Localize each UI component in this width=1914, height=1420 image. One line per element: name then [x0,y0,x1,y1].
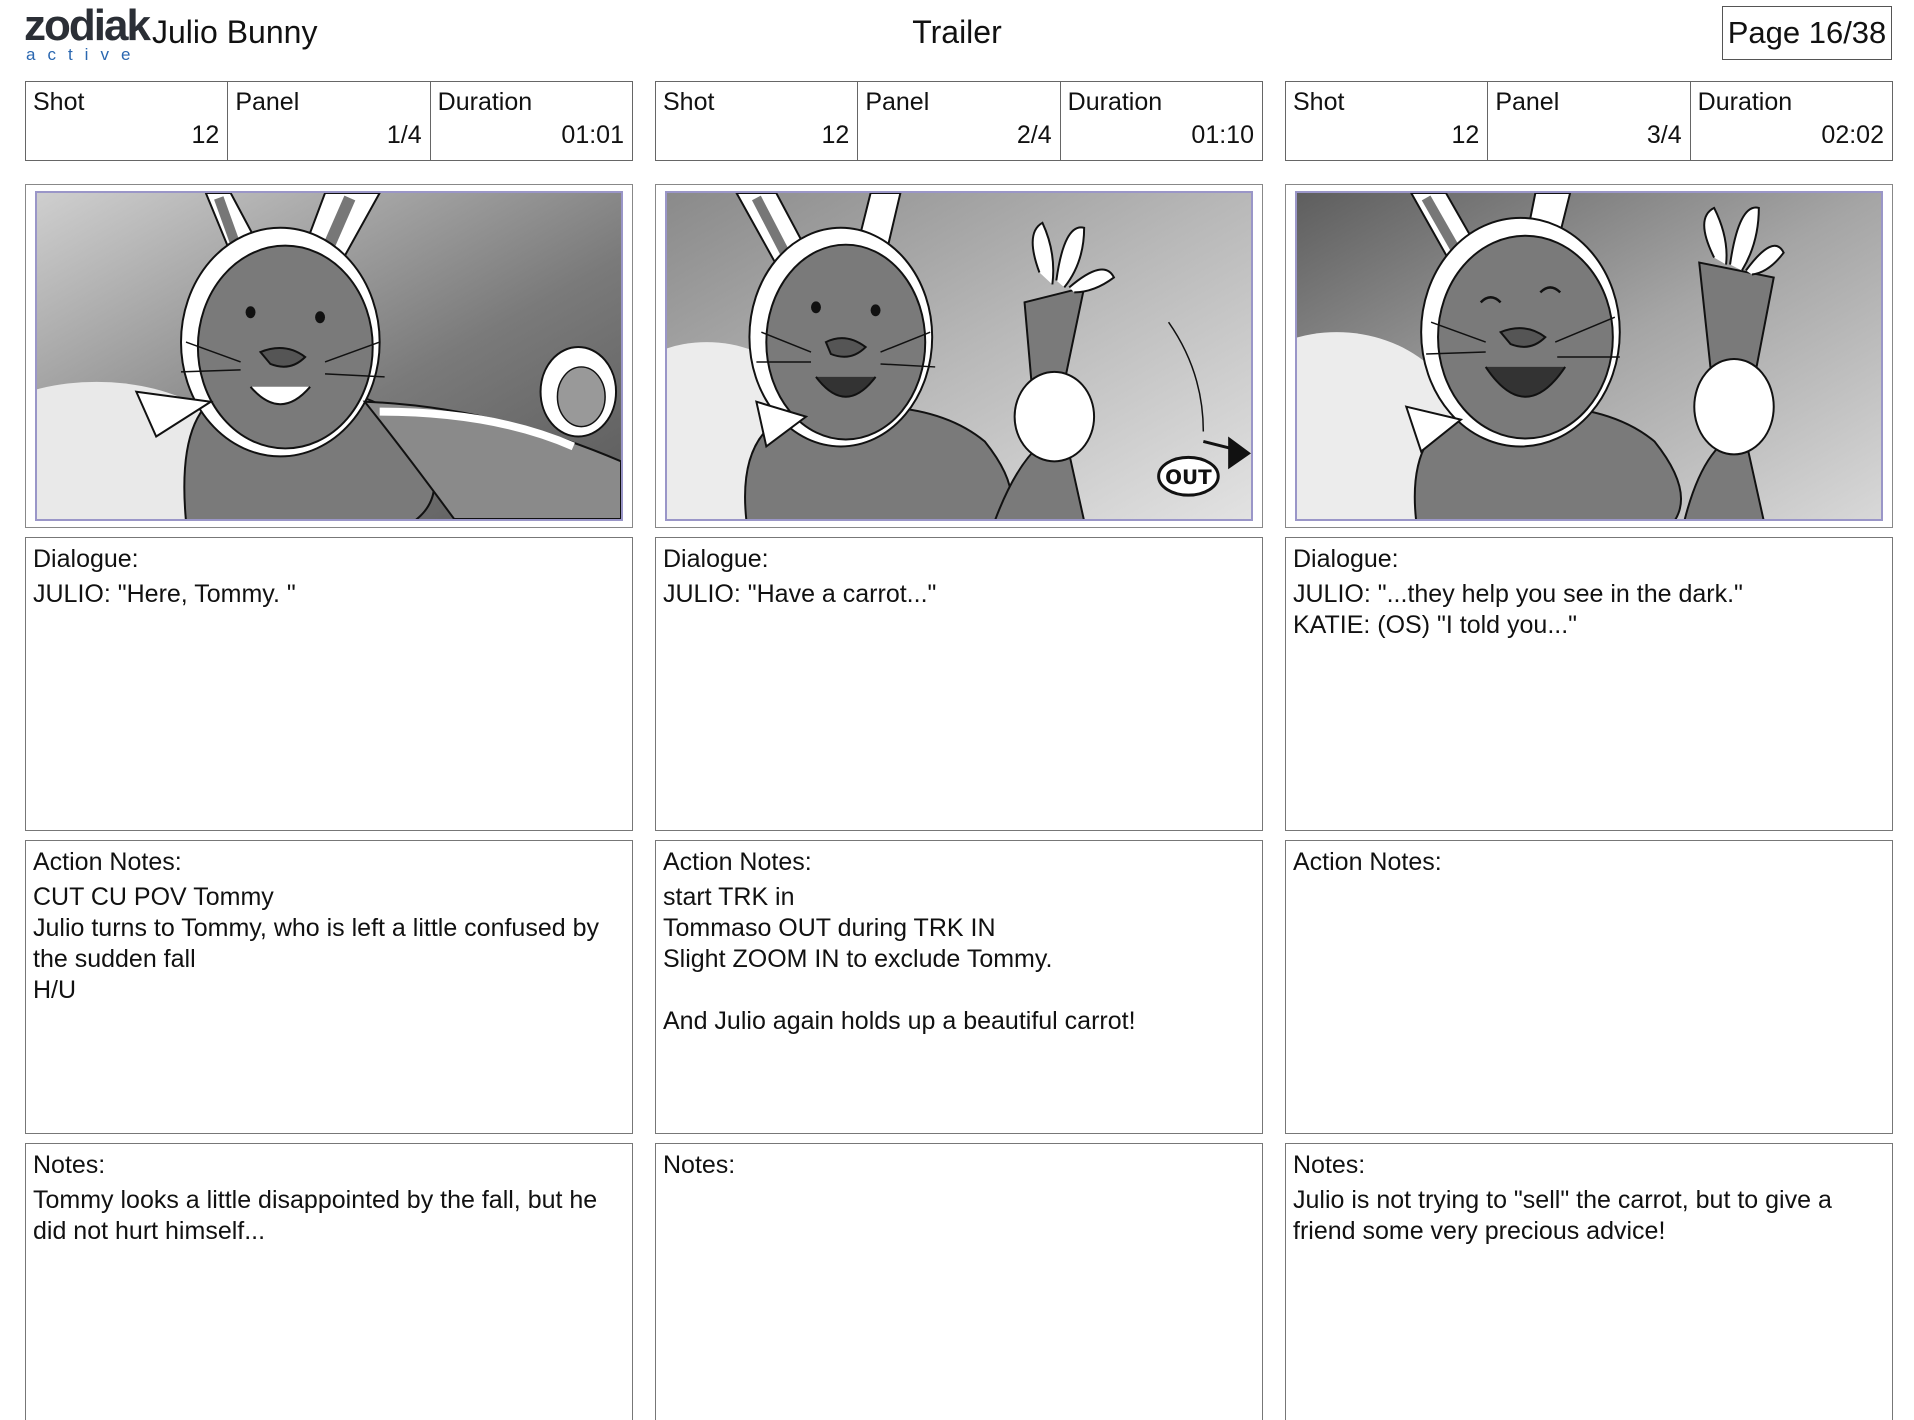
panel-meta [25,81,633,161]
shot-cell [26,82,228,160]
duration-cell [1691,82,1892,160]
shot-value: 12 [191,121,220,149]
shot-label: Shot [663,88,715,116]
bunny-sketch-1 [37,193,621,519]
action-line: Slight ZOOM IN to exclude Tommy. [663,945,1053,973]
dialogue-label: Dialogue: [663,545,769,573]
shot-value: 12 [1451,121,1480,149]
shot-label: Shot [1293,88,1345,116]
out-label: OUT [1165,466,1212,490]
dialogue-box [1285,537,1893,831]
action-notes-box [1285,840,1893,1134]
panel-meta [1285,81,1893,161]
shot-label: Shot [33,88,85,116]
logo-subtitle: active [26,45,143,64]
panel-meta [655,81,1263,161]
dialogue-line: JULIO: "...they help you see in the dark." [1293,580,1743,608]
duration-label: Duration [1697,88,1793,116]
panel-value: 2/4 [1016,121,1052,149]
dialogue-box [25,537,633,831]
action-line: start TRK in [663,883,795,911]
panel-column-2 [655,81,1263,1420]
notes-box [655,1143,1263,1420]
action-line: And Julio again holds up a beautiful carrot! [663,1007,1136,1035]
duration-value: 02:02 [1821,121,1884,149]
action-notes-label: Action Notes: [33,848,182,876]
duration-value: 01:10 [1191,121,1254,149]
duration-value: 01:01 [561,121,624,149]
panel-label: Panel [235,88,300,116]
sketch-image [1295,191,1883,521]
action-notes-label: Action Notes: [663,848,812,876]
panel-cell [1488,82,1690,160]
notes-label: Notes: [33,1151,106,1179]
dialogue-label: Dialogue: [1293,545,1399,573]
storyboard-frame [1285,184,1893,528]
page-counter: Page 16/38 [1722,6,1892,60]
bunny-sketch-2 [667,193,1251,519]
action-line: CUT CU POV Tommy [33,883,274,911]
notes-line: Julio is not trying to "sell" the carrot, but to give a friend some very precious advice! [1293,1186,1839,1245]
action-line [663,975,1255,1006]
dialogue-box [655,537,1263,831]
panel-value: 3/4 [1646,121,1682,149]
page-header [0,0,1914,70]
shot-value: 12 [821,121,850,149]
action-line: Tommaso OUT during TRK IN [663,914,996,942]
panel-label: Panel [1495,88,1560,116]
panel-label: Panel [865,88,930,116]
sequence-title: Trailer [912,14,1002,50]
duration-cell [431,82,632,160]
action-notes-label: Action Notes: [1293,848,1442,876]
dialogue-label: Dialogue: [33,545,139,573]
shot-cell [656,82,858,160]
panel-column-1 [25,81,633,1420]
logo-word: zodiak [24,1,149,50]
shot-cell [1286,82,1488,160]
dialogue-line: JULIO: "Here, Tommy. " [33,580,296,608]
storyboard-frame [655,184,1263,528]
notes-label: Notes: [1293,1151,1366,1179]
panel-value: 1/4 [386,121,422,149]
panel-column-3 [1285,81,1893,1420]
panel-cell [228,82,430,160]
sketch-image [665,191,1253,521]
action-line: Julio turns to Tommy, who is left a little confused by the sudden fall [33,914,606,973]
notes-label: Notes: [663,1151,736,1179]
project-title: Julio Bunny [152,14,318,50]
action-notes-box [655,840,1263,1134]
notes-box [25,1143,633,1420]
bunny-sketch-3 [1297,193,1881,519]
storyboard-frame [25,184,633,528]
action-line: H/U [33,976,77,1004]
panel-cell [858,82,1060,160]
sketch-image [35,191,623,521]
duration-label: Duration [1067,88,1163,116]
dialogue-line: JULIO: "Have a carrot..." [663,580,937,608]
action-notes-box [25,840,633,1134]
duration-cell [1061,82,1262,160]
duration-label: Duration [437,88,533,116]
dialogue-line: KATIE: (OS) "I told you..." [1293,611,1578,639]
notes-box [1285,1143,1893,1420]
notes-line: Tommy looks a little disappointed by the fall, but he did not hurt himself... [33,1186,605,1245]
